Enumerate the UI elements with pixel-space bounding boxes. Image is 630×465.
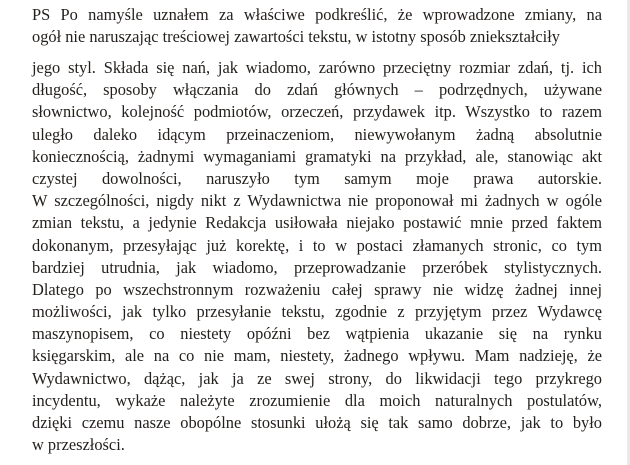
- text-line: uległo daleko idącym przeinaczeniom, niewywołanym żadną absolutnie: [32, 124, 602, 144]
- text-line: Wydawnictwo, dążąc, jak ja ze swej strony, do likwidacji tego przykrego: [32, 368, 602, 388]
- text-line: Dlatego po wszechstronnym rozważeniu całej sprawy nie widzę żadnej innej: [32, 279, 602, 299]
- text-line: zmian tekstu, a jedynie Redakcja usiłowała niejako postawić mnie przed faktem: [32, 213, 602, 233]
- text-line: incydentu, wykaże należyte zrozumienie dla moich naturalnych postulatów,: [32, 390, 602, 410]
- text-line: koniecznością, żadnymi wymaganiami gramatyki na przykład, ale, stanowiąc akt: [32, 146, 602, 166]
- text-line: maszynopisem, co niestety opóźni bez wątpienia ukazanie się na rynku: [32, 324, 602, 344]
- text-line: księgarskim, ale na co nie mam, niestety, żadnego wpływu. Mam nadzieję, że: [32, 346, 602, 366]
- postscript-paragraph-top: [32, 4, 602, 48]
- text-line: możliwości, jak tylko przesyłanie tekstu, zgodnie z przyjętym przez Wydawcę: [32, 302, 602, 322]
- text-line: długość, sposoby włączania do zdań głównych – podrzędnych, używane: [32, 80, 602, 100]
- text-line: ogół nie naruszając treściowej zawartości tekstu, w istotny sposób zniekształciły: [32, 27, 560, 47]
- text-line: dokonanym, przesyłając już korektę, i to w postaci złamanych stronic, co tym: [32, 235, 602, 255]
- text-line: w przeszłości.: [32, 435, 125, 455]
- text-line: czystej dowolności, naruszyło tym samym moje prawa autorskie.: [32, 168, 602, 188]
- postscript-paragraph-main: [32, 57, 602, 456]
- text-line: bardziej utrudnia, jak wiadomo, przeprowadzanie przeróbek stylistycznych.: [32, 257, 602, 277]
- text-line: PS Po namyśle uznałem za właściwe podkreślić, że wprowadzone zmiany, na: [32, 5, 602, 24]
- text-line: W szczególności, nigdy nikt z Wydawnictwa nie proponował mi żadnych w ogóle: [32, 191, 602, 211]
- text-line: słownictwo, kolejność podmiotów, orzeczeń, przydawek itp. Wszystko to razem: [32, 102, 602, 122]
- text-line: jego styl. Składa się nań, jak wiadomo, zarówno przeciętny rozmiar zdań, tj. ich: [32, 58, 602, 77]
- text-line: dzięki czemu nasze obopólne stosunki ułożą się tak samo dobrze, jak to było: [32, 413, 602, 432]
